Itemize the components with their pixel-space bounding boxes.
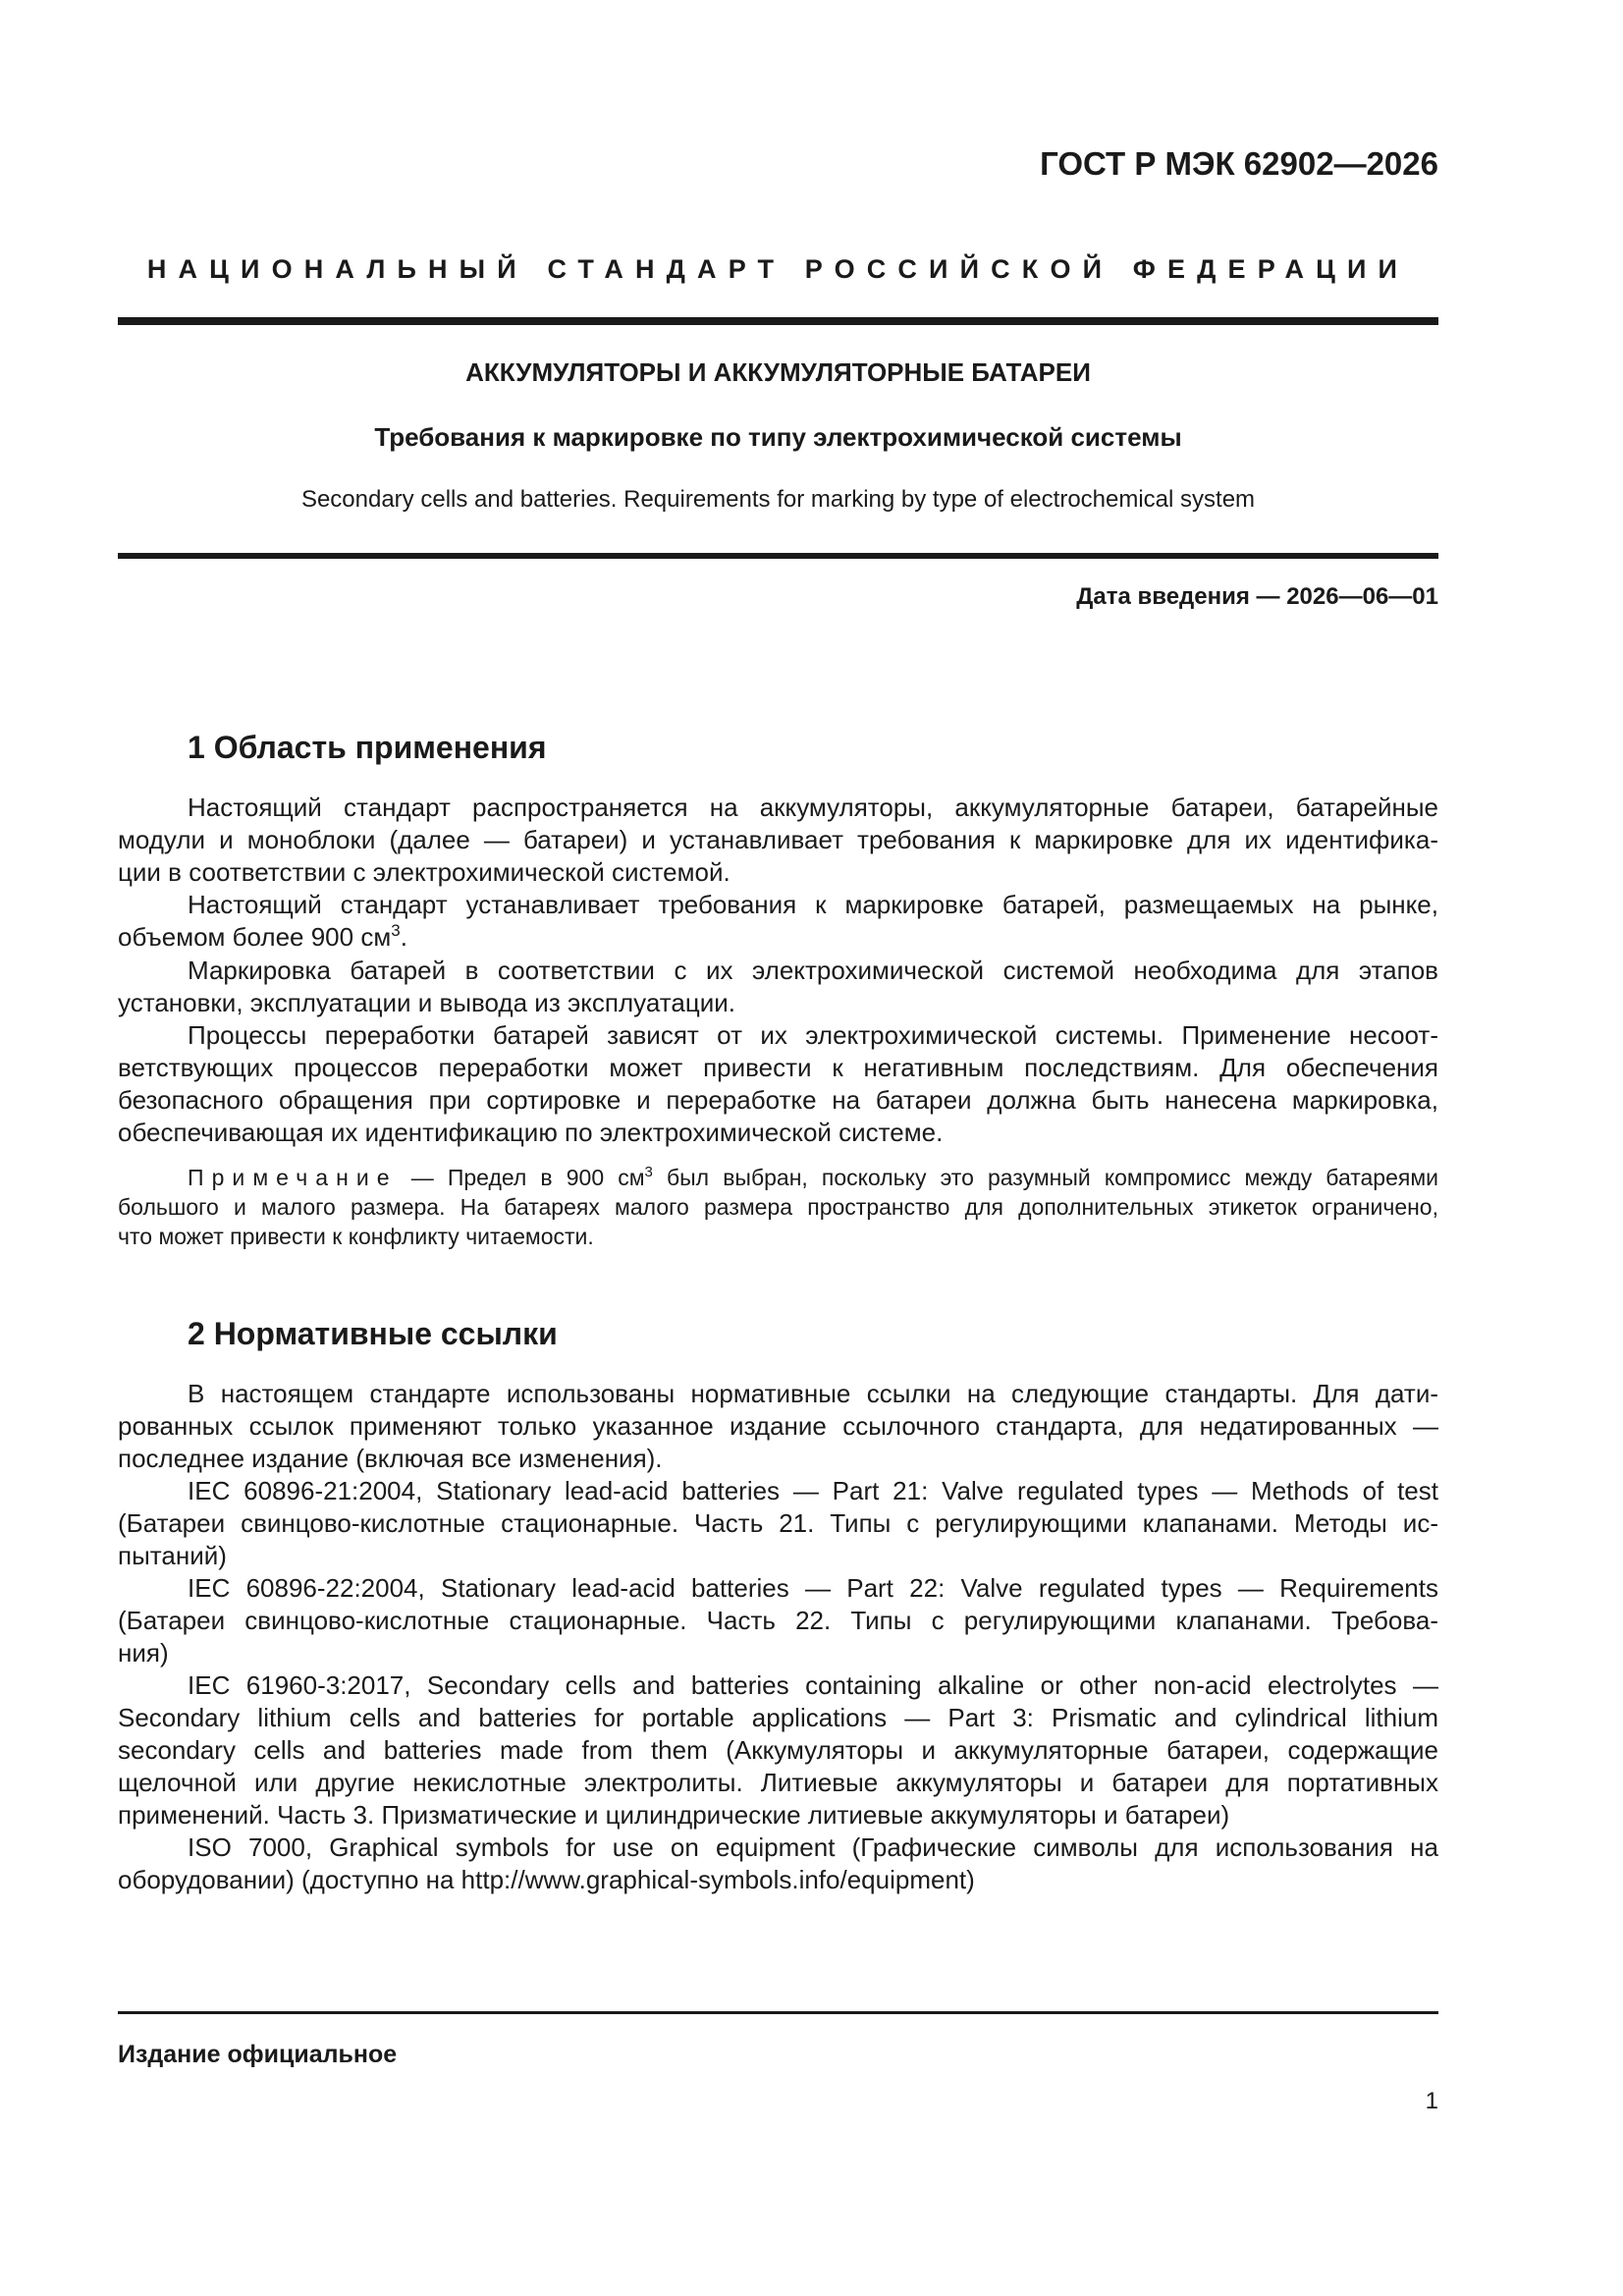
reference-line: Secondary lithium cells and batteries for portable applications — Part 3: Prismatic and cylindrical lithium — [118, 1703, 1438, 1732]
superscript-3: 3 — [391, 921, 401, 940]
national-standard-label: НАЦИОНАЛЬНЫЙ СТАНДАРТ РОССИЙСКОЙ ФЕДЕРАЦИИ — [146, 254, 1410, 284]
section-1-paragraph-line: ции в соответствии с электрохимической системой. — [118, 857, 730, 887]
official-edition-label: Издание официальное — [118, 2041, 398, 2068]
note-superscript-3: 3 — [644, 1164, 653, 1180]
section-1-paragraph-line: Маркировка батарей в соответствии с их электрохимической системой необходима для этапов — [188, 956, 1438, 985]
reference-line: IEC 61960-3:2017, Secondary cells and batteries containing alkaline or other non-acid electrolytes — — [188, 1670, 1438, 1700]
page-number: 1 — [1425, 2088, 1438, 2114]
section-2-paragraph-line: В настоящем стандарте использованы нормативные ссылки на следующие стандарты. Для дати- — [188, 1379, 1438, 1408]
reference-line: щелочной или другие некислотные электролиты. Литиевые аккумуляторы и батареи для портативных — [118, 1768, 1438, 1797]
footer-rule — [118, 2011, 1438, 2014]
section-1-paragraph-line: модули и моноблоки (далее — батареи) и устанавливает требования к маркировке для их идентифика- — [118, 825, 1438, 854]
section-1-paragraph-line: ветствующих процессов переработки может привести к негативным последствиям. Для обеспечения — [118, 1053, 1438, 1082]
section-2-heading: 2 Нормативные ссылки — [188, 1316, 558, 1351]
reference-line: ISO 7000, Graphical symbols for use on equipment (Графические символы для использования на — [188, 1832, 1438, 1862]
note-label: Примечание — [188, 1165, 398, 1190]
reference-line: оборудовании) (доступно на http://www.graphical-symbols.info/equipment) — [118, 1865, 975, 1894]
section-1-paragraph-line: установки, эксплуатации и вывода из эксплуатации. — [118, 988, 735, 1017]
note-line: что может привести к конфликту читаемости. — [118, 1224, 594, 1249]
volume-text: объемом более 900 см — [118, 922, 392, 952]
reference-line: IEC 60896-21:2004, Stationary lead-acid batteries — Part 21: Valve regulated types — Methods of test — [188, 1476, 1438, 1505]
note-line — [188, 1165, 1438, 1191]
english-title: Secondary cells and batteries. Requirements for marking by type of electrochemical system — [300, 486, 1256, 513]
header-rule-top — [118, 317, 1438, 325]
introduction-date: Дата введения — 2026—06—01 — [1076, 583, 1438, 610]
section-2-paragraph-line: последнее издание (включая все изменения). — [118, 1444, 663, 1473]
reference-line: применений. Часть 3. Призматические и цилиндрические литиевые аккумуляторы и батареи) — [118, 1800, 1230, 1830]
note-line: большого и малого размера. На батареях малого размера пространство для дополнительных этикеток ограничено, — [118, 1194, 1438, 1220]
reference-line: (Батареи свинцово-кислотные стационарные. Часть 21. Типы с регулирующими клапанами. Методы ис- — [118, 1508, 1438, 1538]
reference-line: secondary cells and batteries made from them (Аккумуляторы и аккумуляторные батареи, содержащие — [118, 1735, 1438, 1765]
section-1-paragraph-line: безопасного обращения при сортировке и переработке на батареи должна быть нанесена маркировка, — [118, 1085, 1438, 1115]
reference-line: IEC 60896-22:2004, Stationary lead-acid batteries — Part 22: Valve regulated types — Requirements — [188, 1573, 1438, 1603]
section-1-paragraph-line: обеспечивающая их идентификацию по электрохимической системе. — [118, 1118, 944, 1147]
period: . — [400, 922, 407, 952]
standard-designation: ГОСТ Р МЭК 62902—2026 — [1040, 145, 1438, 182]
note-text: — Предел в 900 см — [397, 1165, 645, 1190]
reference-line: пытаний) — [118, 1541, 227, 1570]
reference-line: (Батареи свинцово-кислотные стационарные. Часть 22. Типы с регулирующими клапанами. Требова- — [118, 1606, 1438, 1635]
section-1-heading: 1 Область применения — [188, 730, 547, 765]
section-1-paragraph-line — [118, 922, 407, 952]
document-subtitle: Требования к маркировке по типу электрохимической системы — [374, 422, 1182, 452]
title-rule-bottom — [118, 553, 1438, 559]
section-2-paragraph-line: рованных ссылок применяют только указанное издание ссылочного стандарта, для недатированных — — [118, 1411, 1438, 1441]
section-1-paragraph-line: Настоящий стандарт устанавливает требования к маркировке батарей, размещаемых на рынке, — [188, 890, 1438, 919]
section-1-paragraph-line: Процессы переработки батарей зависят от их электрохимической системы. Применение несоот- — [188, 1020, 1438, 1050]
section-1-paragraph-line: Настоящий стандарт распространяется на аккумуляторы, аккумуляторные батареи, батарейные — [188, 793, 1438, 822]
document-title: АККУМУЛЯТОРЫ И АККУМУЛЯТОРНЫЕ БАТАРЕИ — [465, 357, 1091, 387]
reference-line: ния) — [118, 1638, 169, 1667]
note-text-rest: был выбран, поскольку это разумный компромисс между батареями — [652, 1165, 1438, 1190]
